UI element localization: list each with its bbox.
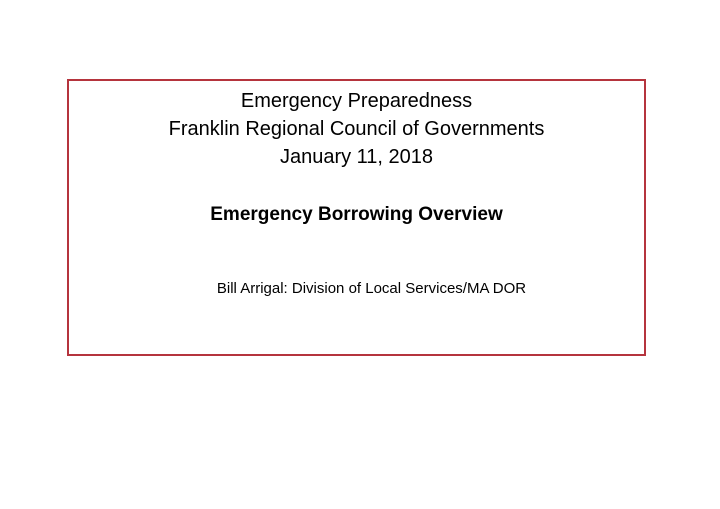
slide-subtitle: Emergency Borrowing Overview [210,204,503,225]
title-line-organization: Franklin Regional Council of Governments [168,118,545,140]
title-line-event: Emergency Preparedness [240,90,473,112]
slide-title-box [67,79,646,356]
title-line-date: January 11, 2018 [279,146,434,168]
presenter-credit: Bill Arrigal: Division of Local Services/MA DOR [216,280,527,297]
